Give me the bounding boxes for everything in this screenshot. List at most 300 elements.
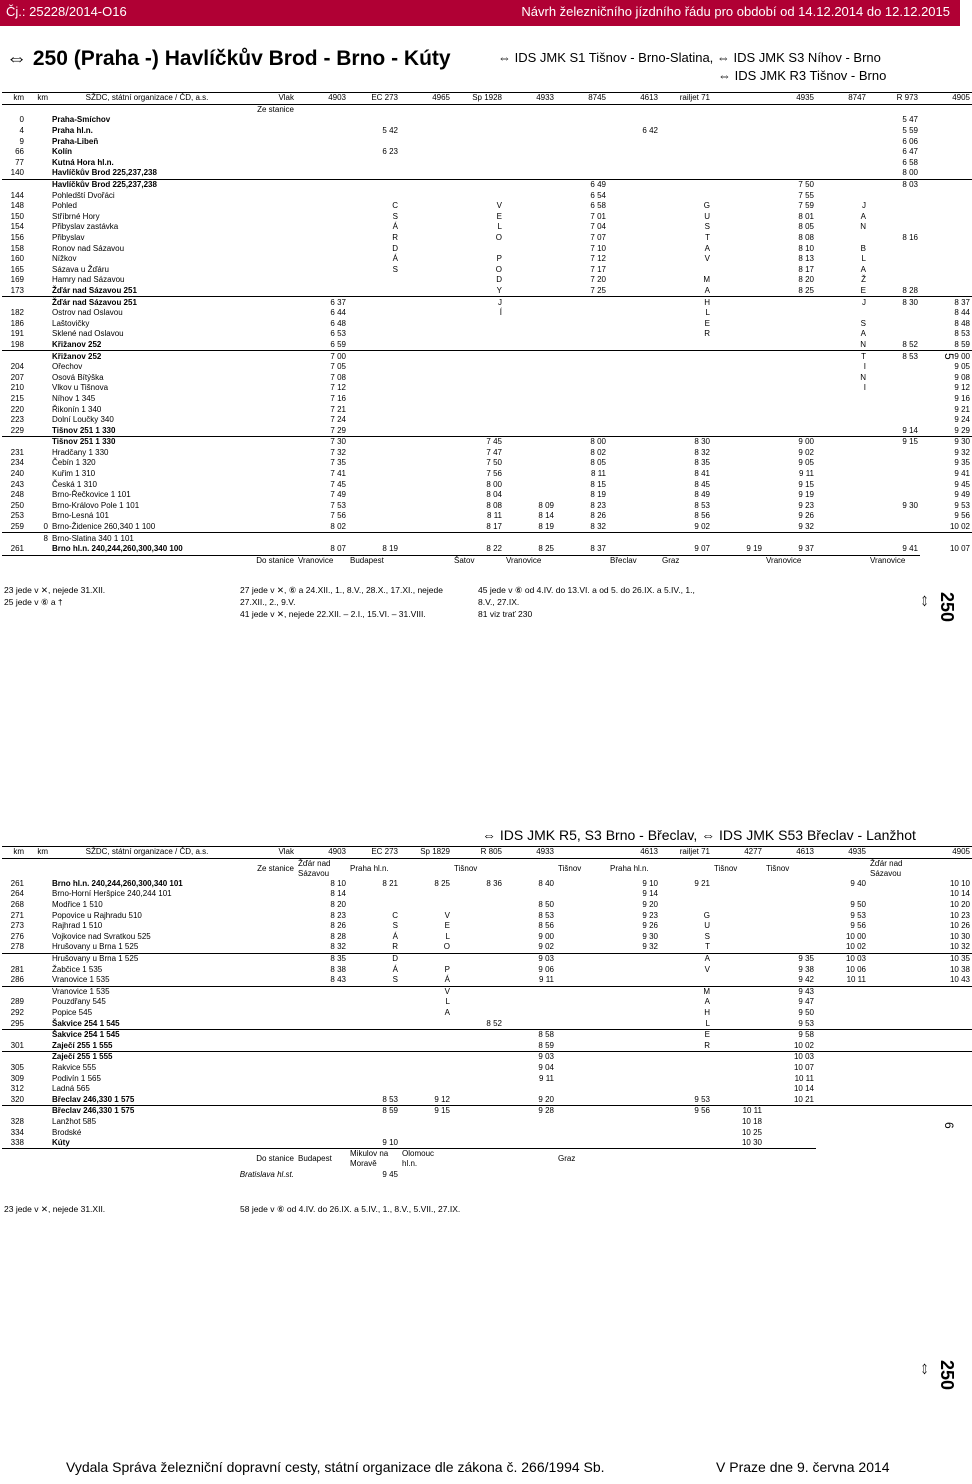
km-cell (2, 1029, 26, 1040)
time-cell (244, 1106, 296, 1117)
time-cell: 8 32 (590, 522, 606, 532)
time-cell (452, 425, 504, 436)
table-row (2, 425, 972, 436)
time-cell: 8 05 (798, 222, 814, 232)
time-cell: 8 44 (954, 308, 970, 318)
time-cell: 8 25 (538, 544, 554, 554)
time-cell (400, 953, 452, 964)
time-cell (244, 404, 296, 415)
km-cell (2, 437, 26, 448)
time-cell: 8 43 (330, 975, 346, 985)
time-cell: C (392, 910, 398, 920)
column-header: 4903 (296, 93, 348, 105)
time-cell: 10 07 (949, 544, 970, 554)
time-cell (452, 394, 504, 405)
time-cell: 7 21 (330, 404, 346, 414)
time-cell (920, 136, 972, 147)
km-cell (2, 297, 26, 308)
time-cell (712, 233, 764, 244)
time-cell (868, 1138, 920, 1149)
station-name: Vranovice 1 535 (52, 975, 110, 985)
time-cell: U (704, 921, 710, 931)
time-cell (764, 147, 816, 158)
time-cell: 7 10 (590, 243, 606, 253)
time-cell (348, 1052, 400, 1063)
time-cell: 8 26 (590, 511, 606, 521)
note-item: 81 viz trať 230 (478, 609, 533, 619)
km-cell (26, 879, 50, 890)
time-cell (296, 1063, 348, 1074)
time-cell: 9 50 (850, 900, 866, 910)
time-cell: 9 15 (868, 437, 920, 448)
time-cell: 9 15 (400, 1106, 452, 1117)
time-cell: 8 22 (486, 544, 502, 554)
time-cell: I (863, 362, 866, 372)
time-cell (296, 275, 348, 286)
time-cell (868, 404, 920, 415)
time-cell (452, 533, 504, 544)
station-name: Zaječí 255 1 555 (50, 1052, 244, 1063)
time-cell: 9 53 (798, 1018, 814, 1028)
time-cell (296, 243, 348, 254)
time-cell (660, 425, 712, 436)
time-cell: 9 00 (920, 351, 972, 362)
time-cell (712, 533, 764, 544)
time-cell (660, 533, 712, 544)
time-cell (868, 522, 920, 533)
time-cell: 8 52 (486, 1018, 502, 1028)
cell: Tišnov (558, 863, 582, 873)
time-cell: 5 59 (902, 126, 918, 136)
km-cell: 4 (19, 126, 24, 136)
time-cell (608, 975, 660, 986)
time-cell (244, 1041, 296, 1052)
time-cell: C (392, 201, 398, 211)
time-cell (296, 1029, 348, 1040)
station-name: Havlíčkův Brod 225,237,238 (50, 179, 244, 190)
time-cell (556, 889, 608, 900)
time-cell: 8 37 (920, 297, 972, 308)
time-cell (400, 1041, 452, 1052)
time-cell: 7 45 (330, 479, 346, 489)
time-cell: Á (444, 975, 450, 985)
time-cell (556, 932, 608, 943)
time-cell (504, 222, 556, 233)
time-cell (608, 997, 660, 1008)
cell: Žďár nad Sázavou (870, 858, 903, 878)
km-cell (2, 1106, 26, 1117)
time-cell (608, 469, 660, 480)
time-cell (504, 372, 556, 383)
time-cell (608, 286, 660, 297)
km-cell: 231 (10, 447, 24, 457)
time-cell (816, 1073, 868, 1084)
time-cell: 7 05 (330, 362, 346, 372)
time-cell (868, 975, 920, 986)
time-cell (712, 126, 764, 137)
time-cell (244, 372, 296, 383)
time-cell (452, 921, 504, 932)
time-cell (868, 1084, 920, 1095)
km-cell: 165 (10, 264, 24, 274)
time-cell: 5 42 (382, 126, 398, 136)
column-header: 4277 (712, 847, 764, 859)
time-cell (608, 501, 660, 512)
row-label: Do stanice (2, 1149, 296, 1170)
time-cell: A (860, 211, 866, 221)
km-cell: 250 (10, 500, 24, 510)
time-cell: 8 07 (330, 544, 346, 554)
table-row (2, 437, 972, 448)
km-cell: 210 (10, 383, 24, 393)
time-cell: 9 04 (538, 1062, 554, 1072)
time-cell (504, 533, 556, 544)
km-cell (26, 997, 50, 1008)
station-name: Brno-Řečkovice 1 101 (52, 490, 131, 500)
time-cell (660, 1063, 712, 1074)
time-cell: 8 11 (487, 511, 502, 521)
time-cell: 8 28 (902, 285, 918, 295)
time-cell (400, 490, 452, 501)
time-cell (452, 1138, 504, 1149)
time-cell (296, 1138, 348, 1149)
time-cell (556, 910, 608, 921)
time-cell: 8 03 (868, 179, 920, 190)
time-cell (712, 1008, 764, 1019)
km-cell: 204 (10, 362, 24, 372)
station-name: Praha-Smíchov (52, 115, 111, 125)
table-row (2, 308, 972, 319)
station-name: Přibyslav (52, 233, 85, 243)
station-name: Křižanov 252 (52, 339, 102, 349)
time-cell (504, 997, 556, 1008)
cell (816, 858, 868, 879)
time-cell: 9 05 (798, 458, 814, 468)
cell: Budapest (348, 555, 400, 566)
time-cell (504, 286, 556, 297)
time-cell (504, 115, 556, 126)
time-cell: V (400, 986, 452, 997)
station-name: Brno-Královo Pole 1 101 (52, 500, 140, 510)
time-cell: 8 17 (486, 522, 502, 532)
time-cell (556, 158, 608, 169)
time-cell (712, 1041, 764, 1052)
time-cell: 8 23 (330, 910, 346, 920)
station-name: Žďár nad Sázavou 251 (50, 297, 244, 308)
time-cell: N (860, 222, 866, 232)
time-cell (348, 1041, 400, 1052)
time-cell: 9 20 (538, 1094, 554, 1104)
time-cell (920, 1106, 972, 1117)
time-cell (608, 222, 660, 233)
time-cell: 7 08 (330, 372, 346, 382)
page-number-1: 5 (942, 353, 956, 360)
time-cell (764, 921, 816, 932)
time-cell (712, 308, 764, 319)
time-cell (868, 212, 920, 223)
time-cell (764, 900, 816, 911)
time-cell: 9 32 (642, 942, 658, 952)
time-cell (400, 448, 452, 459)
time-cell (296, 190, 348, 201)
time-cell (244, 383, 296, 394)
cell: Budapest (296, 1149, 348, 1170)
time-cell (816, 1084, 868, 1095)
time-cell (712, 254, 764, 265)
time-cell (608, 1073, 660, 1084)
time-cell: 6 49 (556, 179, 608, 190)
time-cell: 7 16 (330, 393, 346, 403)
time-cell (920, 243, 972, 254)
time-cell (348, 318, 400, 329)
time-cell (244, 126, 296, 137)
km-cell (2, 533, 26, 544)
time-cell: 8 02 (590, 447, 606, 457)
time-cell (244, 147, 296, 158)
time-cell: 7 30 (296, 437, 348, 448)
time-cell (712, 889, 764, 900)
column-header: km (2, 847, 26, 859)
km-cell (26, 404, 50, 415)
time-cell (660, 889, 712, 900)
time-cell (452, 362, 504, 373)
station-name: Kutná Hora hl.n. (52, 157, 114, 167)
time-cell (504, 889, 556, 900)
time-cell: 10 14 (949, 889, 970, 899)
km-cell: 156 (10, 233, 24, 243)
time-cell (712, 318, 764, 329)
time-cell (660, 265, 712, 276)
km-cell: 169 (10, 275, 24, 285)
time-cell: 8 52 (902, 339, 918, 349)
station-name: Hrušovany u Brna 1 525 (52, 942, 139, 952)
table-row (2, 1094, 972, 1105)
time-cell: Á (392, 254, 398, 264)
time-cell: 8 00 (902, 168, 918, 178)
time-cell (452, 318, 504, 329)
time-cell: 8 17 (798, 264, 814, 274)
time-cell (452, 383, 504, 394)
document-header (0, 0, 960, 26)
time-cell (868, 910, 920, 921)
time-cell (920, 222, 972, 233)
time-cell (504, 1018, 556, 1029)
time-cell (244, 1127, 296, 1138)
time-cell (660, 415, 712, 426)
cell (816, 555, 868, 566)
table-row (2, 340, 972, 351)
cell (712, 1149, 764, 1170)
time-cell (816, 986, 868, 997)
table-row (2, 511, 972, 522)
station-name: Česká 1 310 (52, 479, 97, 489)
time-cell: 9 08 (954, 372, 970, 382)
time-cell (608, 437, 660, 448)
km-cell (26, 490, 50, 501)
time-cell (712, 1094, 764, 1105)
time-cell: 6 44 (330, 308, 346, 318)
time-cell: 9 53 (954, 500, 970, 510)
time-cell (712, 1063, 764, 1074)
km-cell: 273 (10, 921, 24, 931)
time-cell (244, 308, 296, 319)
km-cell (26, 932, 50, 943)
time-cell: H (704, 1008, 710, 1018)
time-cell (712, 479, 764, 490)
time-cell (348, 490, 400, 501)
time-cell (868, 490, 920, 501)
time-cell (868, 448, 920, 459)
time-cell (556, 964, 608, 975)
extra-row (2, 1169, 972, 1180)
station-name: Ladná 565 (52, 1084, 90, 1094)
time-cell (608, 544, 660, 555)
time-cell (348, 275, 400, 286)
time-cell (868, 1008, 920, 1019)
table-row (2, 1084, 972, 1095)
time-cell: 8 23 (590, 500, 606, 510)
km-cell: 271 (10, 910, 24, 920)
time-cell: 10 43 (949, 975, 970, 985)
time-cell: J (816, 297, 868, 308)
time-cell (556, 1084, 608, 1095)
time-cell (608, 1094, 660, 1105)
table-row (2, 1138, 972, 1149)
time-cell (764, 910, 816, 921)
time-cell: M (660, 986, 712, 997)
km-cell (26, 1029, 50, 1040)
time-cell: 8 11 (591, 469, 606, 479)
time-cell (764, 340, 816, 351)
time-cell (868, 986, 920, 997)
time-cell (608, 1063, 660, 1074)
time-cell (816, 1127, 868, 1138)
time-cell (348, 479, 400, 490)
km-cell (26, 126, 50, 137)
time-cell: 7 12 (590, 254, 606, 264)
time-cell (712, 1084, 764, 1095)
time-cell (452, 243, 504, 254)
time-cell: D (348, 953, 400, 964)
time-cell (504, 1117, 556, 1128)
table-row (2, 1117, 972, 1128)
time-cell (868, 879, 920, 890)
time-cell (556, 1052, 608, 1063)
km-cell: 158 (10, 243, 24, 253)
km-cell (26, 1063, 50, 1074)
time-cell: 8 53 (538, 910, 554, 920)
station-name: Ronov nad Sázavou (52, 243, 125, 253)
table-row (2, 158, 972, 169)
ids-note-2: ⇔ IDS JMK R3 Tišnov - Brno (718, 68, 887, 83)
station-name: Rajhrad 1 510 (52, 921, 103, 931)
column-header: SŽDC, státní organizace / ČD, a.s. (50, 847, 244, 859)
time-cell (348, 329, 400, 340)
time-cell (816, 158, 868, 169)
time-cell (920, 265, 972, 276)
time-cell (452, 372, 504, 383)
time-cell (504, 158, 556, 169)
table-row (2, 964, 972, 975)
note-item: 27 jede v ✕, ⑥ a 24.XII., 1., 8.V., 28.X., 17.XI., nejede 27.XII., 2., 9.V. (240, 585, 443, 607)
time-cell (868, 511, 920, 522)
time-cell (556, 126, 608, 137)
table-row (2, 932, 972, 943)
time-cell (400, 275, 452, 286)
time-cell (712, 158, 764, 169)
time-cell (868, 254, 920, 265)
time-cell (608, 1084, 660, 1095)
time-cell: 7 12 (330, 383, 346, 393)
km-cell (26, 233, 50, 244)
time-cell (452, 1041, 504, 1052)
time-cell (244, 533, 296, 544)
time-cell: S (392, 975, 398, 985)
from-station-row (2, 858, 972, 879)
time-cell (296, 286, 348, 297)
table-row (2, 1018, 972, 1029)
km-cell: 261 (10, 878, 24, 888)
time-cell (608, 254, 660, 265)
time-cell (712, 190, 764, 201)
time-cell: 10 02 (845, 942, 866, 952)
time-cell (400, 469, 452, 480)
time-cell: 9 50 (798, 1008, 814, 1018)
time-cell (712, 953, 764, 964)
time-cell (920, 168, 972, 179)
km-cell (26, 458, 50, 469)
time-cell: 10 11 (794, 1073, 814, 1083)
time-cell (504, 168, 556, 179)
time-cell (608, 404, 660, 415)
station-name: Tišnov 251 1 330 (50, 437, 244, 448)
cell (504, 1149, 556, 1170)
time-cell: 8 26 (330, 921, 346, 931)
km-cell: 276 (10, 931, 24, 941)
station-name: Kolín (52, 147, 72, 157)
time-cell (452, 1029, 504, 1040)
time-cell (816, 415, 868, 426)
time-cell (244, 136, 296, 147)
km-cell (26, 372, 50, 383)
time-cell (764, 932, 816, 943)
km-cell: 264 (10, 889, 24, 899)
time-cell (244, 997, 296, 1008)
time-cell (244, 179, 296, 190)
time-cell: 8 00 (556, 437, 608, 448)
time-cell: 8 50 (538, 900, 554, 910)
time-cell (504, 425, 556, 436)
time-cell (296, 1018, 348, 1029)
time-cell (556, 953, 608, 964)
time-cell (868, 1029, 920, 1040)
table-row (2, 1041, 972, 1052)
time-cell (452, 168, 504, 179)
time-cell (504, 147, 556, 158)
time-cell: 7 56 (486, 469, 502, 479)
column-header: Sp 1928 (452, 93, 504, 105)
time-cell: 10 10 (949, 878, 970, 888)
time-cell: Á (392, 964, 398, 974)
time-cell (608, 372, 660, 383)
station-name: Břeclav 246,330 1 575 (50, 1106, 244, 1117)
table-row (2, 942, 972, 953)
time-cell (816, 490, 868, 501)
time-cell: 10 11 (846, 975, 866, 985)
time-cell (608, 383, 660, 394)
station-name: Brno hl.n. 240,244,260,300,340 100 (52, 544, 183, 554)
time-cell (712, 136, 764, 147)
